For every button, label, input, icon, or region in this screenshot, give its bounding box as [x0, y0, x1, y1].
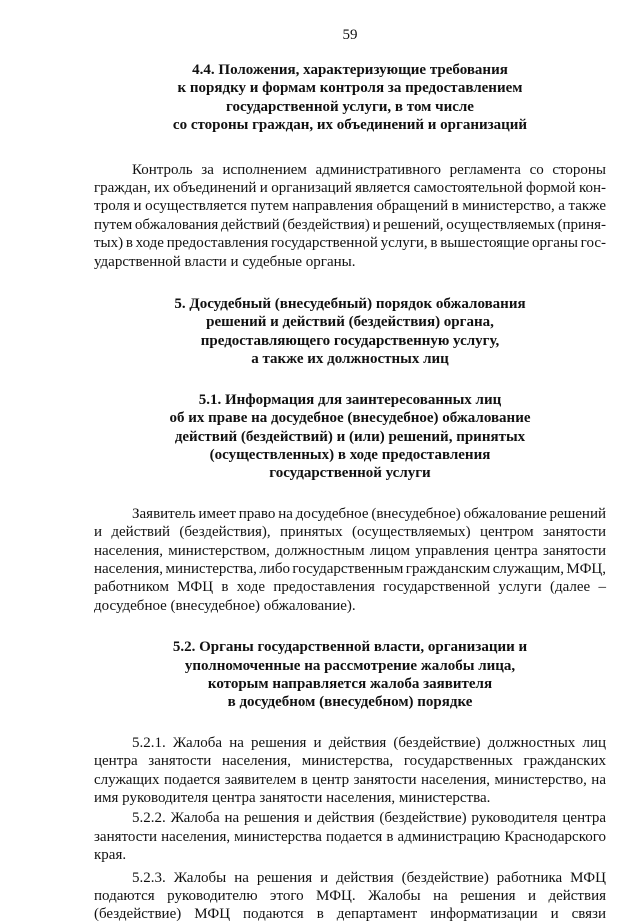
paragraph-line: (бездействие) МФЦ подаются в департамент информатизации и связи — [94, 906, 606, 923]
applicant-rights-paragraph — [94, 505, 606, 615]
heading-line: 4.4. Положения, характеризующие требования — [192, 62, 508, 78]
paragraph-line: досудебное (внесудебное) обжалование). — [94, 597, 356, 614]
paragraph-line: имя руководителя центра занятости населения, министерства. — [94, 790, 491, 806]
paragraph-line: 5.2.1. Жалоба на решения и действия (бездействие) должностных лиц — [132, 734, 606, 751]
paragraph-line: служащих подается заявителем в центр занятости населения, министерство, на — [94, 771, 606, 788]
page-number: 59 — [342, 27, 358, 43]
heading-line: 5. Досудебный (внесудебный) порядок обжалования — [174, 296, 526, 313]
heading-line: действий (бездействий) и (или) решений, принятых — [174, 428, 526, 445]
heading-line: государственной услуги — [269, 465, 431, 482]
paragraph-line: населения, министерства, либо государственным гражданским служащим, МФЦ, — [94, 560, 606, 577]
heading-line: предоставляющего государственную услугу, — [200, 332, 500, 349]
section-5-1-heading — [94, 391, 606, 483]
paragraph-line: центра занятости населения, министерства, государственных гражданских — [94, 753, 606, 770]
paragraph-line: граждан, их объединений и организаций является самостоятельной формой кон- — [94, 180, 606, 197]
paragraph-line: ударственной власти и судебные органы. — [94, 253, 356, 270]
paragraph-line: работником МФЦ в ходе предоставления государственной услуги (далее – — [94, 579, 606, 596]
heading-line: государственной услуги, в том числе — [226, 98, 474, 115]
paragraph-line: 5.2.3. Жалобы на решения и действия (бездействие) работника МФЦ — [132, 869, 606, 886]
heading-line: со стороны граждан, их объединений и организаций — [172, 117, 528, 134]
heading-line: 5.1. Информация для заинтересованных лиц — [198, 391, 502, 408]
paragraph-line: 5.2.2. Жалоба на решения и действия (бездействие) руководителя центра — [132, 810, 606, 827]
paragraph-line: тых) в ходе предоставления государственной услуги, в вышестоящие органы гос- — [94, 235, 606, 252]
document-page — [94, 26, 606, 924]
section-5-2-heading — [94, 638, 606, 712]
heading-line: уполномоченные на рассмотрение жалобы лица, — [184, 657, 516, 674]
heading-line: решений и действий (бездействия) органа, — [206, 314, 494, 331]
heading-line: к порядку и формам контроля за предоставлением — [177, 80, 523, 97]
paragraph-line: занятости населения, министерства подается в администрацию Краснодарского — [94, 828, 606, 845]
paragraph-line: троля и осуществляется путем направления обращений в министерство, а также — [94, 198, 606, 215]
paragraph-line: Контроль за исполнением административного регламента со стороны — [132, 161, 606, 178]
heading-line: которым направляется жалоба заявителя — [207, 675, 493, 692]
section-4-4-heading — [94, 61, 606, 135]
control-paragraph — [94, 161, 606, 271]
section-5-heading — [94, 295, 606, 369]
paragraph-line: и действий (бездействия), принятых (осуществляемых) центром занятости — [94, 524, 606, 541]
heading-line: а также их должностных лиц — [251, 351, 449, 368]
paragraph-line: Заявитель имеет право на досудебное (внесудебное) обжалование решений — [132, 505, 606, 522]
paragraph-5-2-3 — [94, 869, 606, 924]
heading-line: 5.2. Органы государственной власти, организации и — [172, 639, 528, 656]
heading-line: в досудебном (внесудебном) порядке — [227, 694, 473, 711]
paragraph-5-2-1 — [94, 734, 606, 808]
paragraph-line: подаются руководителю этого МФЦ. Жалобы на решения и действия — [94, 888, 606, 905]
paragraph-line: путем обжалования действий (бездействия) и решений, осуществляемых (приня- — [94, 216, 606, 233]
paragraph-line: края. — [94, 847, 127, 864]
heading-line: об их праве на досудебное (внесудебное) обжалование — [169, 410, 531, 427]
paragraph-line: населения, министерством, должностным лицом управления центра занятости — [94, 542, 606, 559]
paragraph-5-2-2 — [94, 809, 606, 864]
heading-line: (осуществленных) в ходе предоставления — [209, 446, 491, 463]
